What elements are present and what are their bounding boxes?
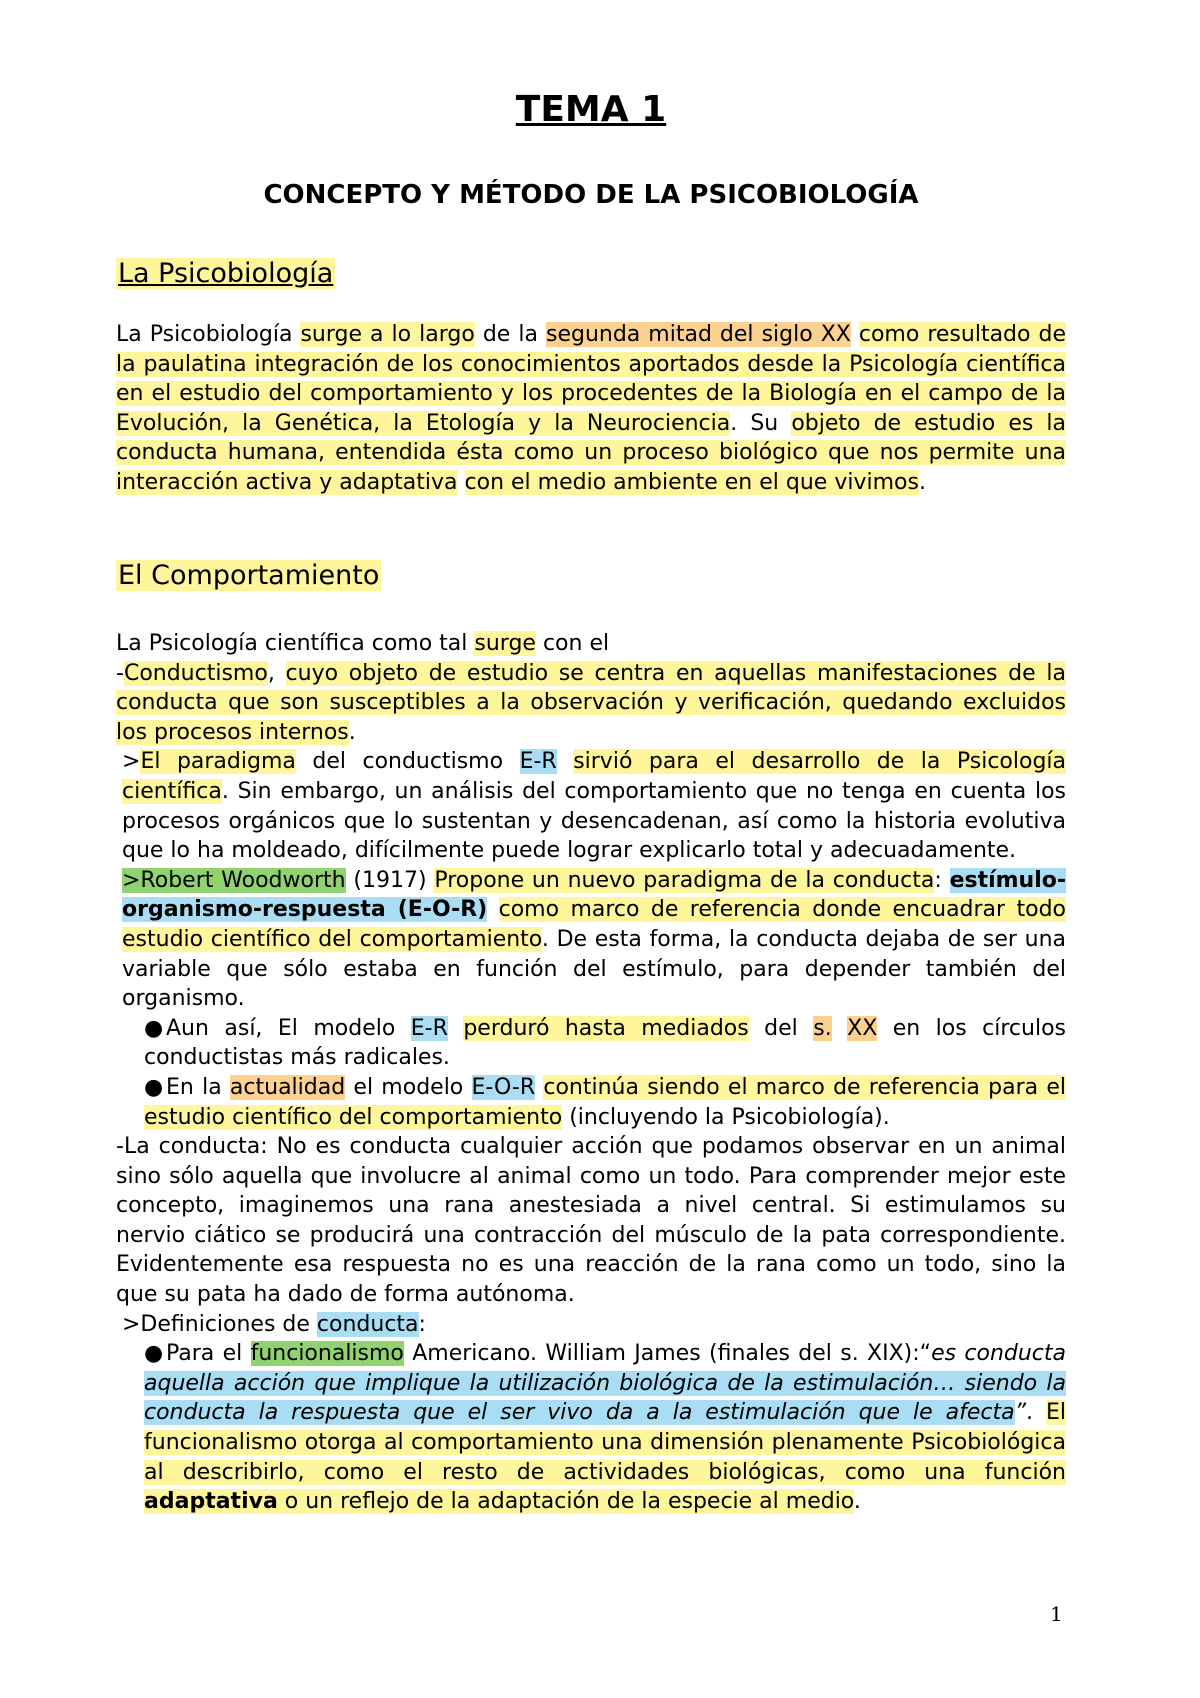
paragraph: La Psicobiología surge a lo largo de la segunda mitad del siglo XX como resultado de la paulatina integración de los conocimientos aportados desde la Psicología científica en el estudio del comportamiento y los procedentes de la Biología en el campo de la Evolución, la Genética, la Etología y la Neurociencia. Su objeto de estudio es la conducta humana, entendida ésta como un proceso biológico que nos permite una interacción activa y adaptativa con el medio ambiente en el que vivimos. (116, 322, 1067, 495)
bullet-icon: ● (144, 1015, 164, 1041)
bullet-icon: ● (144, 1074, 164, 1100)
list-item: ● En la actualidad el modelo E-O-R continúa siendo el marco de referencia para el estudio científico del comportamiento (incluyendo la Psicobiología). (144, 1074, 1067, 1130)
section-heading-psicobiologia: La Psicobiología (118, 258, 334, 289)
bullet-icon: ● (144, 1341, 164, 1367)
page-number: 1 (1050, 1602, 1063, 1626)
paragraph: >El paradigma del conductismo E-R sirvió para el desarrollo de la Psicología científica. Sin embargo, un análisis del comportamiento que no tenga en cuenta los procesos orgánicos que lo sustentan y desencadenan, así como la historia evolutiva que lo ha moldeado, difícilmente puede lograr explicarlo total y adecuadamente. (122, 749, 1067, 864)
document-title: TEMA 1 (515, 89, 667, 130)
paragraph: -Conductismo, cuyo objeto de estudio se centra en aquellas manifestaciones de la conducta que son susceptibles a la observación y verificación, quedando excluidos los procesos internos. (116, 660, 1066, 745)
paragraph: >Robert Woodworth (1917) Propone un nuevo paradigma de la conducta: estímulo-organismo-respuesta (E-O-R) como marco de referencia donde encuadrar todo estudio científico del comportamiento. De esta forma, la conducta dejaba de ser una variable que sólo estaba en función del estímulo, para depender también del organismo. (122, 867, 1067, 1012)
document-subtitle: CONCEPTO Y MÉTODO DE LA PSICOBIOLOGÍA (263, 180, 919, 210)
paragraph: -La conducta: No es conducta cualquier acción que podamos observar en un animal sino sólo aquella que involucre al animal como un todo. Para comprender mejor este concepto, imaginemos una rana anestesiada a nivel central. Si estimulamos su nervio ciático se producirá una contracción del músculo de la pata correspondiente. Evidentemente esa respuesta no es una reacción de la rana como un todo, sino la que su pata ha dado de forma autónoma. (116, 1134, 1066, 1308)
list-item: ● Aun así, El modelo E-R perduró hasta mediados del s. XX en los círculos conductistas más radicales. (144, 1015, 1067, 1071)
section-body-psicobiologia (116, 320, 1066, 498)
list-item: ● Para el funcionalismo Americano. William James (finales del s. XIX):“es conducta aquella acción que implique la utilización biológica de la estimulación… siendo la conducta la respuesta que el ser vivo da a la estimulación que le afecta”. El funcionalismo otorga al comportamiento una dimensión plenamente Psicobiológica al describirlo, como el resto de actividades biológicas, como una función adaptativa o un reflejo de la adaptación de la especie al medio. (144, 1341, 1066, 1515)
paragraph: >Definiciones de conducta: (122, 1311, 426, 1337)
section-body-comportamiento (116, 629, 1066, 1517)
section-heading-comportamiento: El Comportamiento (118, 560, 380, 591)
paragraph: La Psicología científica como tal surge con el (116, 631, 610, 656)
